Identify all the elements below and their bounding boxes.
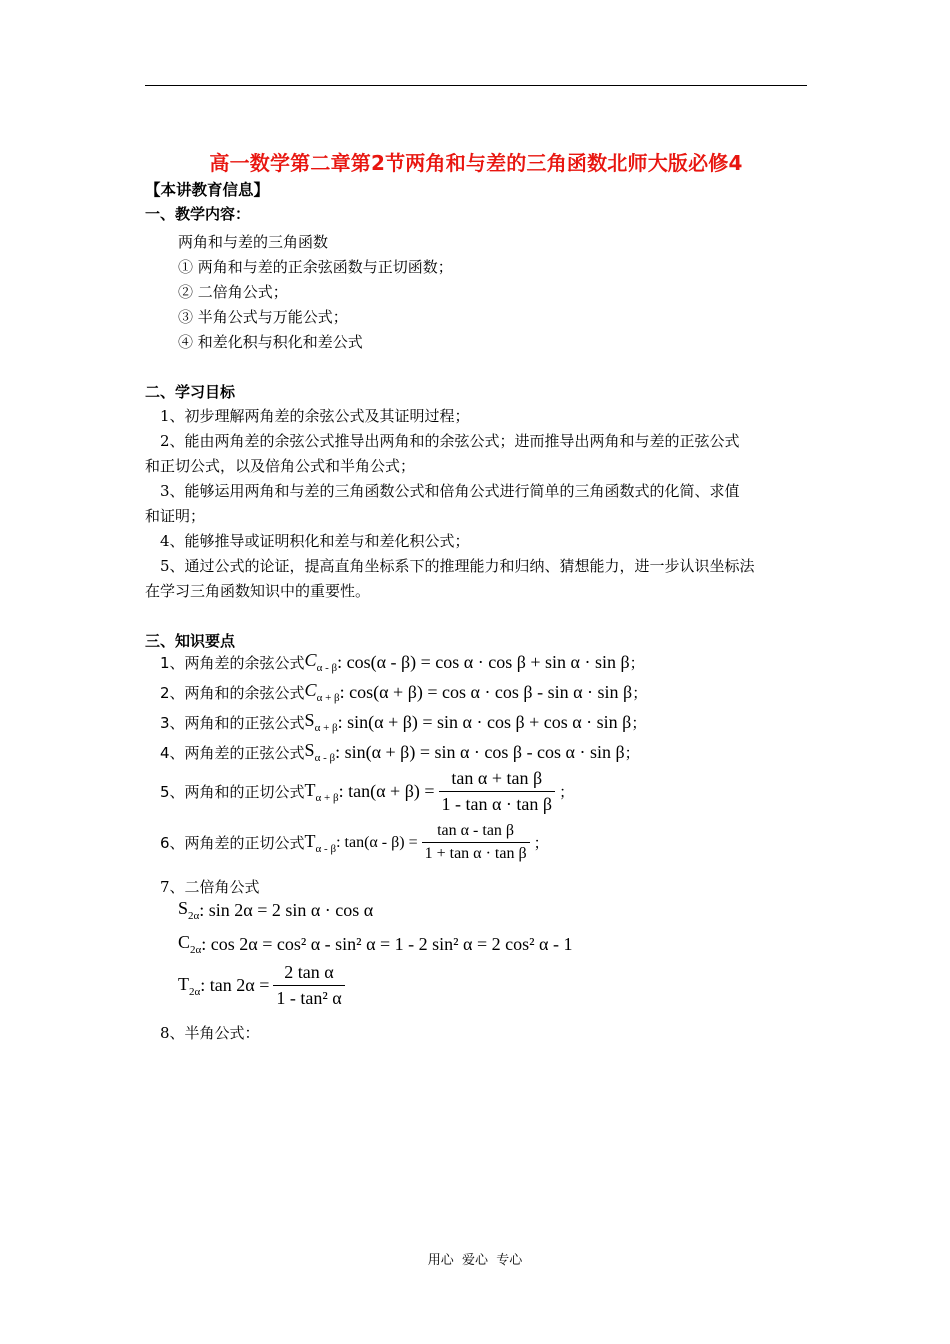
s2-line: 和证明； bbox=[145, 507, 206, 525]
section-banner: 【本讲教育信息】 bbox=[145, 181, 270, 199]
s2-line: 2、能由两角差的余弦公式推导出两角和的余弦公式；进而推导出两角和与差的正弦公式 bbox=[160, 432, 740, 450]
s2-line: 4、能够推导或证明积化和差与和差化积公式； bbox=[160, 532, 470, 550]
s2-line: 3、能够运用两角和与差的三角函数公式和倍角公式进行简单的三角函数式的化简、求值 bbox=[160, 482, 740, 500]
page-footer: 用心 爱心 专心 bbox=[427, 1253, 523, 1268]
s2-line: 和正切公式，以及倍角公式和半角公式； bbox=[145, 457, 416, 475]
s1-line: 两角和与差的三角函数 bbox=[178, 233, 329, 251]
header-rule bbox=[145, 85, 807, 86]
formula-sin-double: $S_{2\alpha}$ : sin 2α = 2 sin α · cos α bbox=[178, 898, 374, 922]
s2-line: 在学习三角函数知识中的重要性。 bbox=[145, 582, 371, 600]
s1-line: ③ 半角公式与万能公式； bbox=[178, 308, 348, 326]
item-8-label: 8、半角公式： bbox=[160, 1024, 260, 1042]
formula-tan-diff: 6、两角差的正切公式 $T_{\alpha - \beta}$ : tan(α - β) = $\frac{\text{tan α - tan β}}{\text{1 + tan α · tan β}}$ ； bbox=[160, 822, 549, 862]
formula-tan-double: $T_{2\alpha}$ : tan 2α = $\frac{\text{2 tan α}}{\text{1 - tan² α}}$ bbox=[178, 962, 349, 1009]
formula-sin-diff: 4、两角差的正弦公式 $S_{\alpha - \beta}$ : sin(α + β) = sin α · cos β - cos α · sin β ； bbox=[160, 740, 640, 764]
s1-line: ④ 和差化积与积化和差公式 bbox=[178, 333, 363, 351]
s1-line: ② 二倍角公式； bbox=[178, 283, 288, 301]
section-3-heading: 三、知识要点 bbox=[145, 632, 236, 650]
section-2-heading: 二、学习目标 bbox=[145, 383, 236, 401]
s2-line: 5、通过公式的论证，提高直角坐标系下的推理能力和归纳、猜想能力，进一步认识坐标法 bbox=[160, 557, 755, 575]
document-title: 高一数学第二章第2节两角和与差的三角函数北师大版必修4 bbox=[209, 151, 743, 175]
formula-cos-sum: 2、两角和的余弦公式 $C_{\alpha + \beta}$ : cos(α + β) = cos α · cos β - sin α · sin β ； bbox=[160, 680, 648, 704]
formula-cos-diff: 1、两角差的余弦公式 $C_{\alpha - \beta}$ : cos(α - β) = cos α · cos β + sin α · sin β ； bbox=[160, 650, 645, 674]
s1-line: ① 两角和与差的正余弦函数与正切函数； bbox=[178, 258, 453, 276]
section-1-heading: 一、教学内容： bbox=[145, 205, 251, 223]
fraction: $\frac{\text{tan α + tan β}}{\text{1 - tan α · tan β}}$ bbox=[439, 768, 556, 815]
formula-tan-sum: 5、两角和的正切公式 $T_{\alpha + \beta}$ : tan(α + β) = $\frac{\text{tan α + tan β}}{\text{1 - tan α · tan β}}$ ； bbox=[160, 768, 575, 814]
fraction: $\frac{\text{tan α - tan β}}{\text{1 + tan α · tan β}}$ bbox=[422, 822, 530, 863]
item-7-label: 7、二倍角公式 bbox=[160, 878, 260, 896]
formula-sin-sum: 3、两角和的正弦公式 $S_{\alpha + \beta}$ : sin(α + β) = sin α · cos β + cos α · sin β ； bbox=[160, 710, 647, 734]
s2-line: 1、初步理解两角差的余弦公式及其证明过程； bbox=[160, 407, 470, 425]
fraction: $\frac{\text{2 tan α}}{\text{1 - tan² α}}$ bbox=[273, 962, 344, 1009]
formula-cos-double: $C_{2\alpha}$ : cos 2α = cos² α - sin² α = 1 - 2 sin² α = 2 cos² α - 1 bbox=[178, 932, 573, 956]
